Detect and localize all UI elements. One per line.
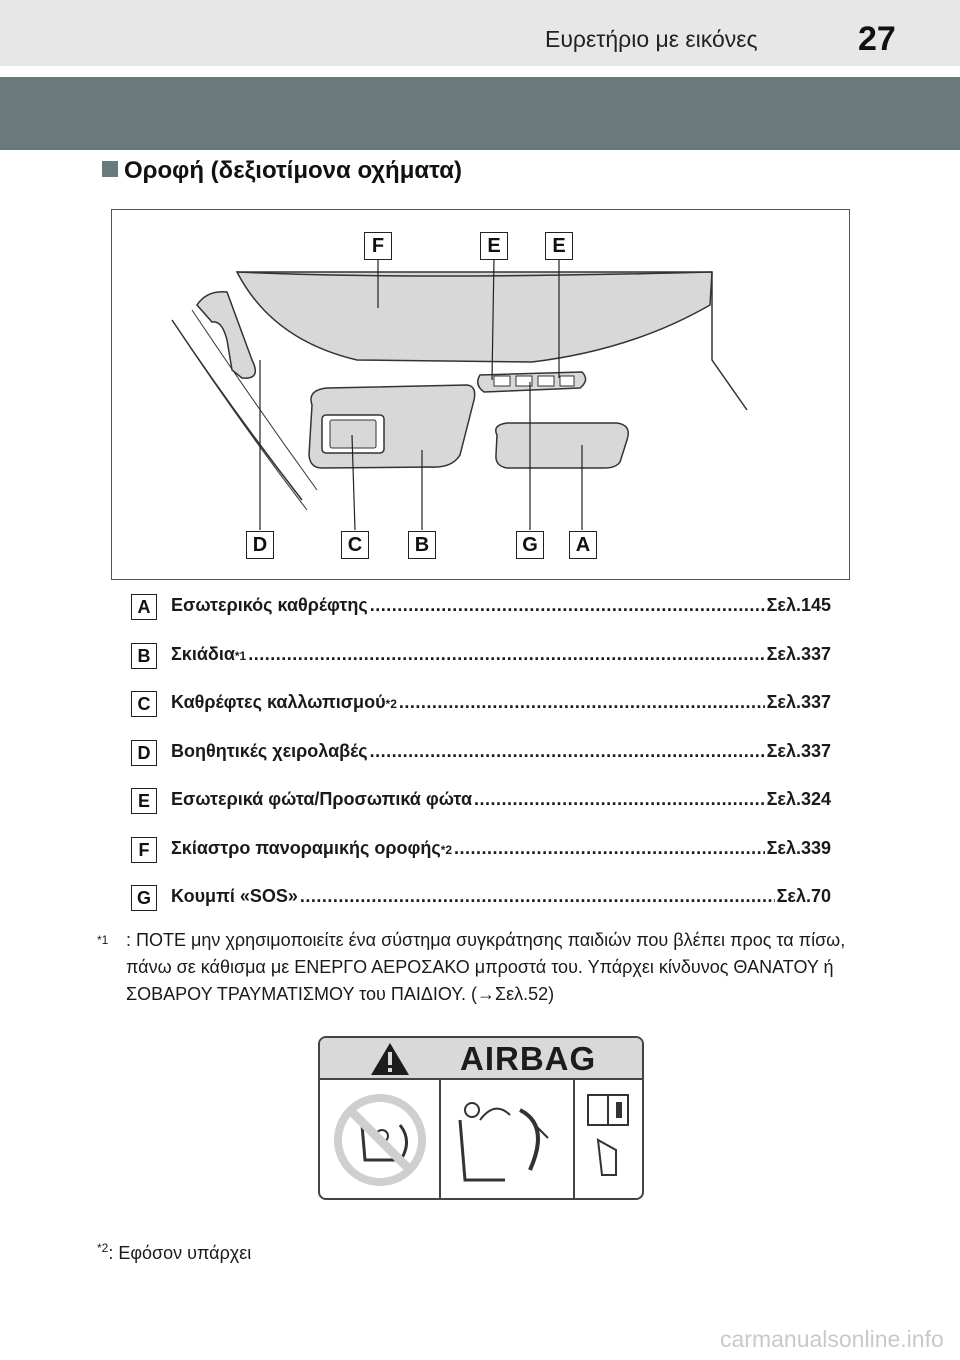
header-section-title: Ευρετήριο με εικόνες: [545, 26, 758, 52]
page-heading: [102, 157, 462, 185]
legend-item: [131, 786, 831, 835]
header-band: [0, 77, 960, 150]
figure-label-b: B: [408, 531, 436, 559]
legend-letter: G: [131, 885, 157, 911]
legend-footnote-ref: *2: [440, 842, 453, 857]
legend-page-ref[interactable]: Σελ.324: [766, 789, 831, 809]
legend-letter: A: [131, 594, 157, 620]
legend-item: [131, 689, 831, 738]
footnote-1-mark: *1: [97, 933, 109, 947]
figure-label-f: F: [364, 232, 392, 260]
legend-label: Εσωτερικός καθρέφτης: [171, 595, 368, 615]
figure-label-c: C: [341, 531, 369, 559]
legend-item: [131, 738, 831, 787]
legend-footnote-ref: *2: [385, 697, 397, 711]
airbag-warning-label: [318, 1036, 644, 1200]
page-header: [0, 0, 960, 66]
legend-letter: D: [131, 740, 157, 766]
legend-letter: E: [131, 788, 157, 814]
legend-letter: C: [131, 691, 157, 717]
legend-label: Καθρέφτες καλλωπισμού: [171, 692, 386, 712]
airbag-word: AIRBAG: [460, 1040, 597, 1077]
footnote-1-text: : ΠΟΤΕ μην χρησιμοποιείτε ένα σύστημα συγκράτησης παιδιών που βλέπει προς τα πίσω, πάνω σε κάθισμα με ΕΝΕΡΓΟ ΑΕΡΟΣΑΚΟ μπροστά του. Υπάρχει κίνδυνος ΘΑΝΑΤΟΥ ή ΣΟΒΑΡΟΥ ΤΡΑΥΜΑΤΙΣΜΟΥ του ΠΑΙΔΙΟΥ. (→Σελ.52): [126, 930, 846, 1004]
footnote-2: [97, 1241, 251, 1264]
bullet-square-icon: [102, 161, 118, 177]
figure-label-a: A: [569, 531, 597, 559]
ceiling-drawing: [112, 210, 849, 579]
legend-page-ref[interactable]: Σελ.145: [766, 595, 831, 615]
legend-page-ref[interactable]: Σελ.337: [766, 643, 831, 664]
figure-label-e-right: E: [545, 232, 573, 260]
no-rear-facing-seat-icon: [334, 1094, 426, 1186]
legend-item: [131, 641, 831, 690]
legend-label: Βοηθητικές χειρολαβές: [171, 740, 368, 761]
legend-label: Κουμπί «SOS»: [171, 886, 298, 906]
airbag-pictograms: [320, 1080, 642, 1198]
legend-item: [131, 835, 831, 884]
legend-page-ref[interactable]: Σελ.337: [766, 740, 831, 761]
parts-legend: [131, 592, 831, 932]
watermark: carmanualsonline.info: [720, 1326, 944, 1352]
legend-item: [131, 592, 831, 641]
seat-airbag-icon: [460, 1103, 548, 1180]
ceiling-illustration: [111, 209, 850, 580]
legend-letter: F: [131, 837, 157, 863]
legend-item: [131, 883, 831, 932]
footnote-2-text: : Εφόσον υπάρχει: [108, 1243, 252, 1263]
legend-footnote-ref: *1: [234, 648, 247, 663]
figure-label-e-left: E: [480, 232, 508, 260]
owner-manual-icon: [588, 1095, 628, 1175]
figure-label-g: G: [516, 531, 544, 559]
legend-label: Σκιάδια: [171, 643, 235, 664]
page-number: 27: [858, 20, 896, 58]
heading-text: Οροφή (δεξιοτίμονα οχήματα): [124, 157, 462, 184]
legend-label: Σκίαστρο πανοραμικής οροφής: [171, 837, 441, 858]
legend-label: Εσωτερικά φώτα/Προσωπικά φώτα: [171, 789, 473, 809]
warning-triangle-icon: [370, 1042, 410, 1076]
legend-page-ref[interactable]: Σελ.339: [766, 837, 831, 858]
legend-page-ref[interactable]: Σελ.337: [766, 692, 831, 712]
footnote-1: [97, 927, 859, 1008]
footnote-2-mark: *2: [97, 1241, 109, 1255]
figure-label-d: D: [246, 531, 274, 559]
legend-page-ref[interactable]: Σελ.70: [776, 886, 831, 906]
legend-letter: B: [131, 643, 157, 669]
